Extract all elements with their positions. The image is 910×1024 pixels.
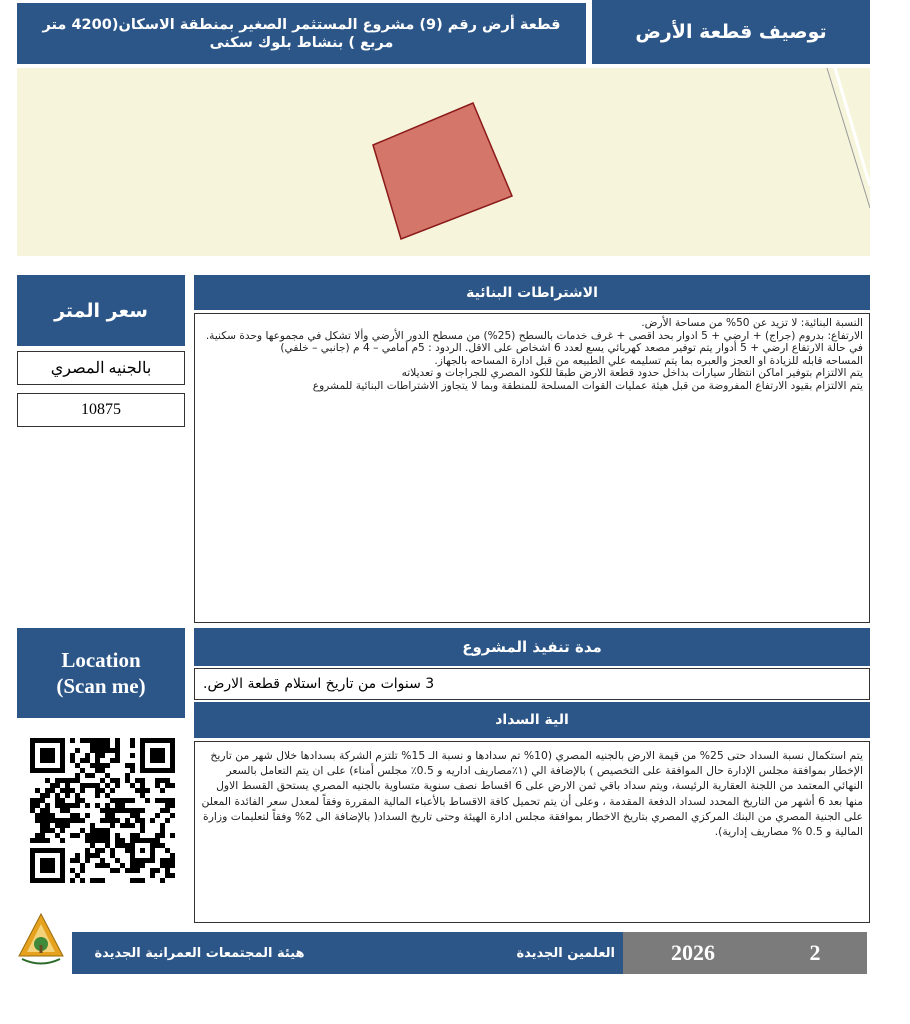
condition-line: يتم الالتزام بقيود الارتفاع المفروضة من قبل هيئة عمليات القوات المسلحة للمنطقة وبما لا يتجاوز الاشتراطات البنائية للمشروع — [312, 379, 863, 392]
location-title-line1: Location — [61, 648, 141, 672]
condition-line: المساحه قابله للزيادة او العجز والعبره بما يتم تسليمه علي الطبيعه من قبل ادارة المساحه بالجهاز. — [434, 354, 863, 367]
condition-line: النسبة البنائية: لا تزيد عن 50% من مساحة الأرض. — [641, 317, 863, 329]
price-title: سعر المتر — [17, 275, 185, 346]
payment-text: يتم استكمال نسبة السداد حتى 25% من قيمة الارض بالجنيه المصري (10% تم سدادها و نسبة الـ 15% تلتزم الشركة بسدادها خلال شهر من تاريخ الإخطار بموافقة مجلس الإدارة حال الموافقة على التخصيص ) بالإضافة الي (١٪مصاريف اداريه و 0.5٪ مجلس أمناء) على ان يتم التعامل بالسعر النهائي المعتمد من اللجنة العقارية الرئيسة، ويتم سداد باقي ثمن الارض على 6 اقساط نصف سنوية متساوية بالجنيه المصري يستحق القسط الاول منها بعد 6 أشهر من التاريخ المحدد لسداد الدفعة المقدمة ، وعلى أن يتم تحميل كافة الاقساط بالأعباء المالية المقررة وفقاً لمعدل سعر الفائدة المعلن على الجنية المصري من البنك المركزي المصري بتاريخ الاخطار بموافقة مجلس ادارة الهيئة وحتى تاريخ السداد( بالإضافة الى 2% وفقاً لتعليمات وزارة المالية و 0.5 % مصاريف إدارية). — [194, 741, 870, 923]
building-conditions-text — [194, 313, 870, 623]
footer-year: 2026 — [623, 932, 763, 974]
currency-label: بالجنيه المصري — [17, 351, 185, 385]
map-road-line — [827, 68, 870, 208]
footer-page-number: 2 — [763, 932, 867, 974]
footer-authority: هيئة المجتمعات العمرانية الجديدة — [72, 932, 327, 974]
section-title: توصيف قطعة الأرض — [592, 0, 870, 64]
duration-title: مدة تنفيذ المشروع — [194, 628, 870, 666]
condition-line: الارتفاع: بدروم (جراج) + ارضي + 5 ادوار بحد اقصى + غرف خدمات بالسطح (25%) من مسطح الدور الأرضي وألا تشكل في مجموعها وحدة سكنية. — [205, 329, 863, 342]
price-value: 10875 — [17, 393, 185, 427]
condition-line: في حالة الارتفاع ارضي + 5 أدوار يتم توفير مصعد كهربائي يسع لعدد 6 اشخاص على الاقل. الردود : 5م أمامي – 4 م (جانبي – خلفي) — [280, 342, 863, 355]
payment-title: الية السداد — [194, 702, 870, 738]
footer-city: العلمين الجديدة — [327, 932, 623, 974]
location-qr-code[interactable] — [30, 738, 175, 883]
location-title-line2: (Scan me) — [56, 674, 146, 698]
authority-logo — [16, 912, 66, 968]
map-road-edge — [835, 68, 870, 186]
qr-code-icon — [30, 738, 175, 883]
site-map-drawing — [17, 68, 870, 256]
location-title — [17, 628, 185, 718]
plot-title: قطعة أرض رقم (9) مشروع المستثمر الصغير بمنطقة الاسكان(4200 متر مربع ) بنشاط بلوك سكنى — [17, 3, 586, 64]
duration-text: 3 سنوات من تاريخ استلام قطعة الارض. — [194, 668, 870, 700]
condition-line: يتم الالتزام بتوفير اماكن انتظار سيارات بداخل حدود قطعة الارض طبقا للكود المصري للجراجات و تعديلاته — [401, 367, 863, 380]
land-plot-shape — [373, 103, 512, 239]
authority-logo-icon — [16, 912, 66, 968]
building-conditions-title: الاشتراطات البنائية — [194, 275, 870, 310]
site-map — [17, 68, 870, 256]
